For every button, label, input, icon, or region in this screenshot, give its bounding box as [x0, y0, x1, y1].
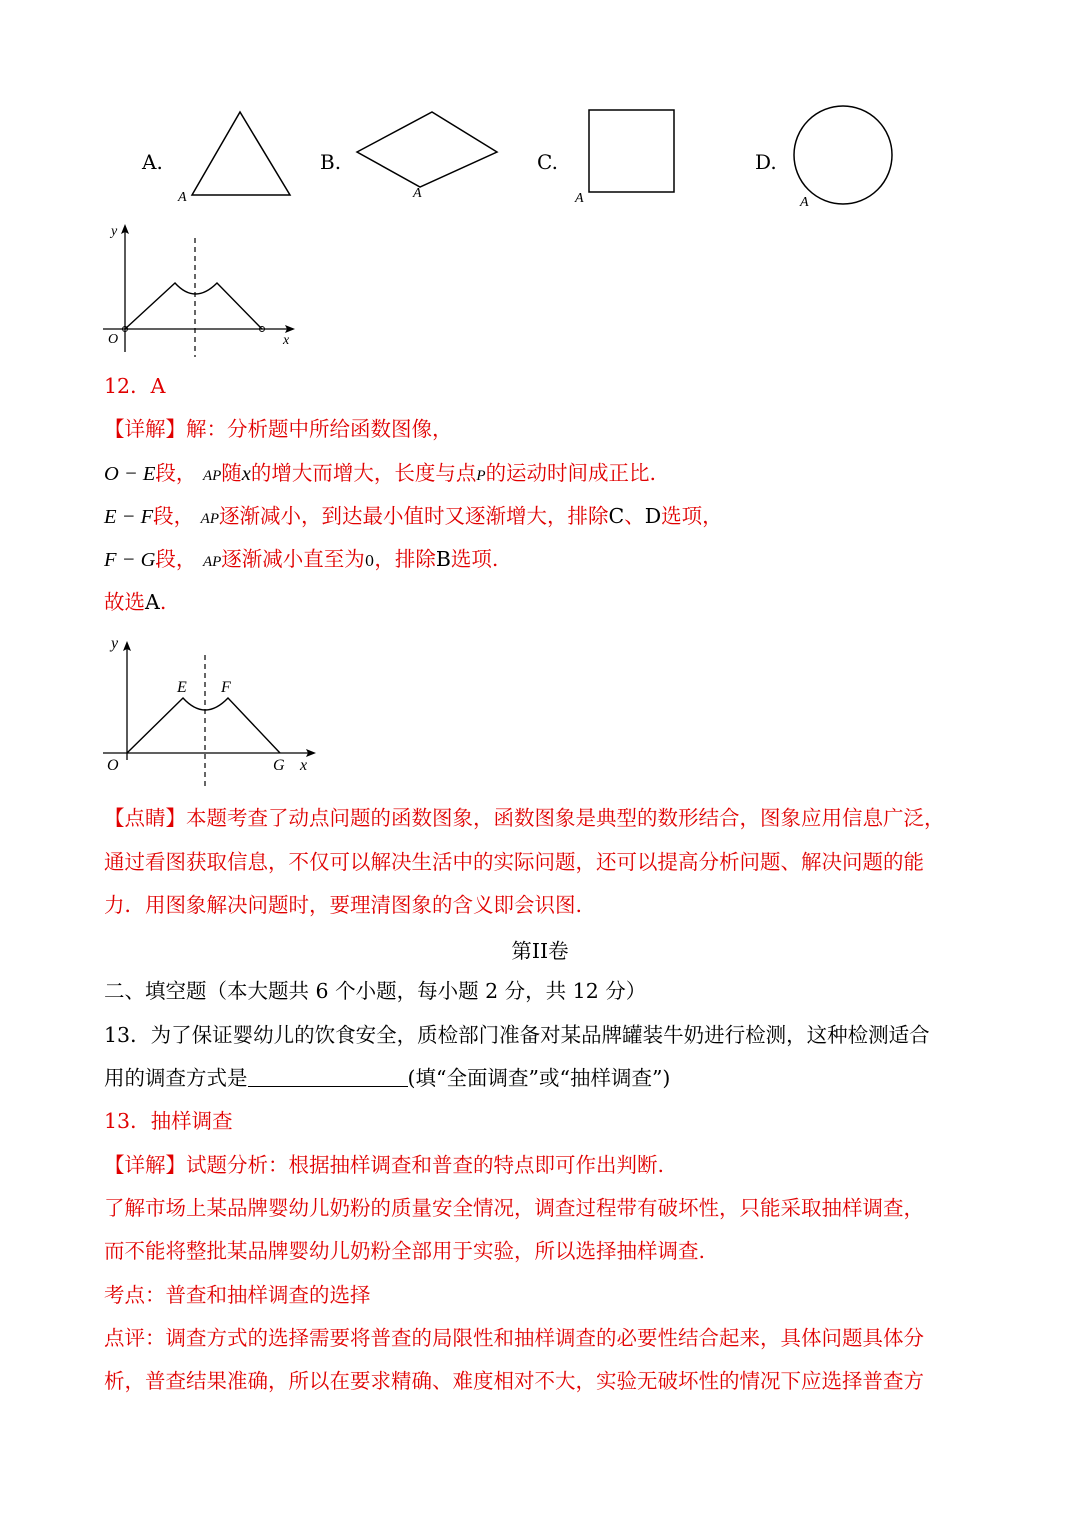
- graph2-y-label: y: [111, 635, 119, 652]
- q12-comment-3: 力．用图象解决问题时，要理清图象的含义即会识图.: [104, 893, 583, 917]
- q13-dianping-1: 点评：调查方式的选择需要将普查的局限性和抽样调查的必要性结合起来，具体问题具体分: [104, 1326, 924, 1350]
- section-heading: 二、填空题（本大题共 6 个小题，每小题 2 分，共 12 分）: [104, 979, 647, 1003]
- comment-tag: 【点睛】: [104, 806, 186, 830]
- graph1-x-label: x: [283, 333, 290, 348]
- q12-answer: 12．A: [104, 374, 166, 398]
- graph1-y-label: y: [111, 224, 118, 239]
- option-c-label: C.: [537, 150, 558, 174]
- q13-answer: 13．抽样调查: [104, 1109, 233, 1133]
- graph2-f-label: F: [221, 679, 231, 696]
- q13-detail-3: 而不能将整批某品牌婴幼儿奶粉全部用于实验，所以选择抽样调查.: [104, 1239, 706, 1263]
- option-d-label: D.: [755, 150, 777, 174]
- volume-title: 第II卷: [511, 939, 569, 963]
- q12-conclusion: 故选A.: [104, 590, 167, 614]
- q12-line-3: F − G段， AP逐渐减小直至为0，排除B选项.: [104, 547, 499, 571]
- q13-dianping-2: 析，普查结果准确，所以在要求精确、难度相对不大，实验无破坏性的情况下应选择普查方: [104, 1369, 924, 1393]
- q12-line-2: E − F段， AP逐渐减小，到达最小值时又逐渐增大，排除C、D选项，: [104, 504, 723, 528]
- option-b-label: B.: [320, 150, 342, 174]
- q12-detail-intro: 【详解】解：分析题中所给函数图像，: [104, 417, 453, 441]
- graph1-origin-label: O: [108, 332, 119, 347]
- graph2-x-label: x: [300, 757, 308, 774]
- option-c-point: A: [575, 191, 584, 206]
- detail-tag: 【详解】: [104, 1153, 186, 1177]
- q12-comment-1: 【点睛】本题考查了动点问题的函数图象，函数图象是典型的数形结合，图象应用信息广泛，: [104, 806, 945, 830]
- q13-detail-2: 了解市场上某品牌婴幼儿奶粉的质量安全情况，调查过程带有破坏性，只能采取抽样调查，: [104, 1196, 924, 1220]
- option-a-point: A: [178, 190, 187, 205]
- answer-blank: [248, 1064, 408, 1087]
- q13-question-line-1: 13．为了保证婴幼儿的饮食安全，质检部门准备对某品牌罐装牛奶进行检测，这种检测适合: [104, 1023, 930, 1047]
- graph2-origin-label: O: [107, 757, 119, 774]
- graph2-e-label: E: [177, 679, 187, 696]
- detail-tag: 【详解】: [104, 417, 186, 441]
- q13-question-line-2: 用的调查方式是 (填“全面调查”或“抽样调查”): [104, 1066, 671, 1090]
- option-a-label: A.: [142, 150, 163, 174]
- q13-detail-1: 【详解】试题分析：根据抽样调查和普查的特点即可作出判断.: [104, 1153, 665, 1177]
- option-b-point: A: [413, 186, 422, 201]
- q13-kaodian: 考点：普查和抽样调查的选择: [104, 1283, 371, 1307]
- q12-line-1: O − E段， AP随x的增大而增大，长度与点P的运动时间成正比.: [104, 461, 657, 485]
- graph2-g-label: G: [273, 757, 285, 774]
- q12-comment-2: 通过看图获取信息，不仅可以解决生活中的实际问题，还可以提高分析问题、解决问题的能: [104, 850, 924, 874]
- option-d-point: A: [800, 195, 809, 210]
